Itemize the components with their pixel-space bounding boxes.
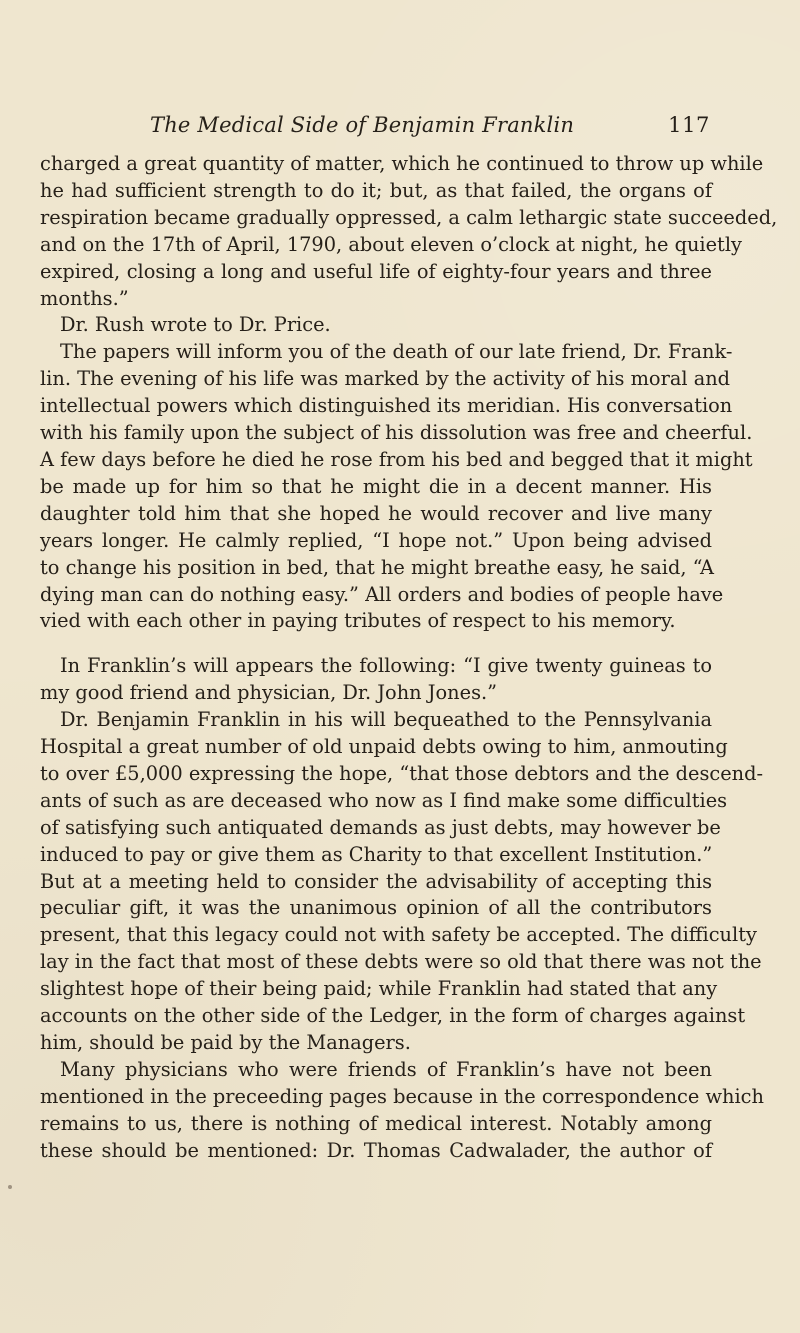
text-line: lay in the fact that most of these debts were so old that there was not the [40, 950, 762, 974]
text-line: Dr. Rush wrote to Dr. Price. [60, 313, 331, 337]
text-line: him, should be paid by the Managers. [40, 1031, 411, 1054]
text-line: A few days before he died he rose from his bed and begged that it might [40, 447, 753, 471]
text-line: ants of such as are deceased who now as I find make some difficulties [40, 788, 728, 812]
text-line: Many physicians who were friends of Franklin’s have not been [60, 1057, 712, 1081]
text-line: he had sufficient strength to do it; but, as that failed, the organs of [40, 178, 712, 202]
text-line: Dr. Benjamin Franklin in his will bequeathed to the Pennsylvania [60, 708, 712, 732]
paragraph-rush-letter-intro [40, 312, 712, 339]
page-title: The Medical Side of Benjamin Franklin [150, 113, 575, 137]
text-line: with his family upon the subject of his dissolution was free and cheerful. [40, 421, 753, 445]
text-line: daughter told him that she hoped he would recover and live many [40, 501, 712, 525]
text-line: respiration became gradually oppressed, a calm lethargic state succeeded, [40, 205, 778, 229]
text-line: accounts on the other side of the Ledger, in the form of charges against [40, 1004, 746, 1028]
text-line: vied with each other in paying tributes of respect to his memory. [40, 609, 676, 633]
text-line: charged a great quantity of matter, which he continued to throw up while [40, 152, 764, 175]
text-line: these should be mentioned: Dr. Thomas Cadwalader, the author of [40, 1138, 712, 1162]
page-number: 117 [668, 113, 710, 137]
text-line: to change his position in bed, that he might breathe easy, he said, “A [40, 555, 714, 579]
paragraph-hospital-debts [40, 707, 764, 1057]
text-line: of satisfying such antiquated demands as just debts, may however be [40, 815, 721, 839]
paragraph-franklin-will [40, 653, 712, 707]
text-line: lin. The evening of his life was marked by the activity of his moral and [40, 367, 731, 391]
text-line: slightest hope of their being paid; while Franklin had stated that any [40, 977, 718, 1001]
paragraph-rush-letter [40, 339, 753, 635]
text-line: be made up for him so that he might die in a decent manner. His [40, 474, 712, 498]
paragraph-death-account [40, 151, 778, 312]
running-head [150, 113, 710, 143]
text-line: and on the 17th of April, 1790, about eleven o’clock at night, he quietly [40, 232, 742, 256]
text-line: Hospital a great number of old unpaid debts owing to him, anmouting [40, 735, 728, 759]
text-line: mentioned in the preceeding pages because in the correspondence which [40, 1084, 764, 1108]
text-line: my good friend and physician, Dr. John Jones.” [40, 681, 498, 705]
text-line: remains to us, there is nothing of medical interest. Notably among [40, 1111, 712, 1135]
text-line: expired, closing a long and useful life of eighty-four years and three [40, 259, 712, 283]
text-line: induced to pay or give them as Charity to that excellent Institution.” [40, 842, 713, 866]
text-line: present, that this legacy could not with safety be accepted. The difficulty [40, 923, 757, 947]
text-line: years longer. He calmly replied, “I hope not.” Upon being advised [40, 528, 712, 552]
text-line: The papers will inform you of the death of our late friend, Dr. Frank- [60, 340, 733, 364]
body-text [40, 151, 778, 1165]
text-line: peculiar gift, it was the unanimous opinion of all the contributors [40, 896, 712, 920]
text-line: months.” [40, 286, 129, 310]
text-line: In Franklin’s will appears the following: “I give twenty guineas to [60, 654, 712, 678]
paper-speck [8, 1185, 12, 1189]
text-line: dying man can do nothing easy.” All orders and bodies of people have [40, 582, 724, 606]
text-line: intellectual powers which distinguished its meridian. His conversation [40, 394, 733, 418]
text-line: But at a meeting held to consider the advisability of accepting this [40, 869, 712, 893]
paragraph-physicians [40, 1057, 764, 1165]
text-line: to over £5,000 expressing the hope, “that those debtors and the descend- [40, 761, 764, 785]
